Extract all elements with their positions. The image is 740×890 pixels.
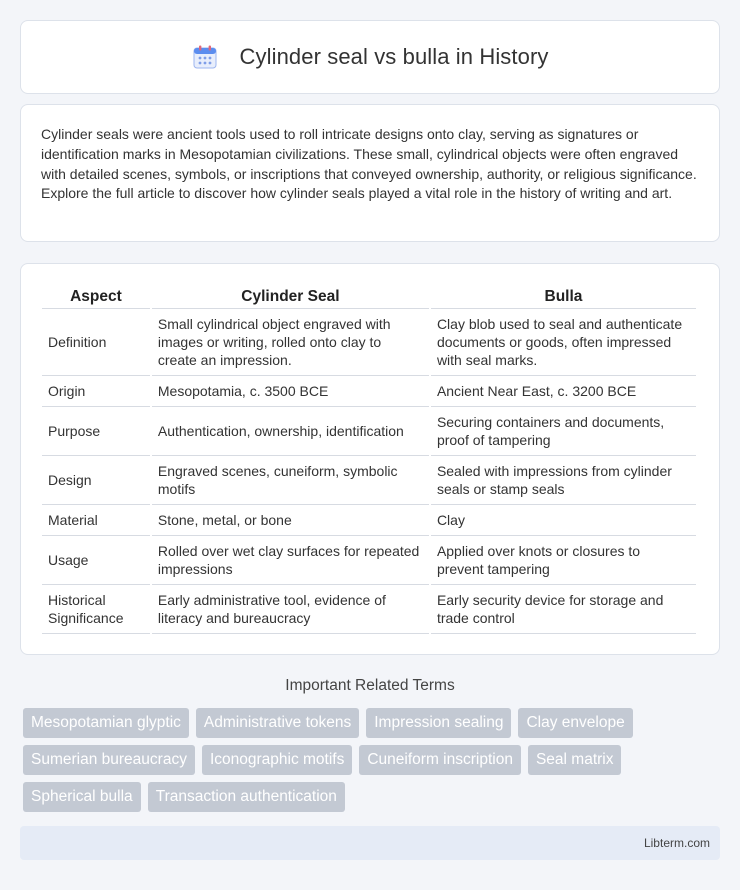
cell-aspect: Purpose bbox=[42, 407, 150, 456]
footer bbox=[20, 826, 720, 860]
related-terms-title: Important Related Terms bbox=[285, 677, 455, 694]
cell-seal: Mesopotamia, c. 3500 BCE bbox=[152, 376, 429, 407]
header-cylinder-seal: Cylinder Seal bbox=[152, 284, 429, 309]
related-terms-list bbox=[23, 708, 723, 819]
table-header-row bbox=[42, 284, 696, 309]
cell-seal: Authentication, ownership, identification bbox=[152, 407, 429, 456]
table-row bbox=[42, 585, 696, 634]
cell-seal: Engraved scenes, cuneiform, symbolic motifs bbox=[152, 456, 429, 505]
term-tag[interactable]: Spherical bulla bbox=[23, 782, 141, 812]
cell-aspect: Definition bbox=[42, 309, 150, 376]
title-card bbox=[20, 20, 720, 94]
intro-card bbox=[20, 104, 720, 242]
calendar-icon bbox=[192, 44, 218, 70]
term-tag[interactable]: Transaction authentication bbox=[148, 782, 345, 812]
header-aspect: Aspect bbox=[42, 284, 150, 309]
term-tag[interactable]: Iconographic motifs bbox=[202, 745, 352, 775]
term-tag[interactable]: Mesopotamian glyptic bbox=[23, 708, 189, 738]
cell-aspect: Origin bbox=[42, 376, 150, 407]
comparison-table bbox=[40, 284, 698, 634]
term-tag[interactable]: Cuneiform inscription bbox=[359, 745, 521, 775]
cell-aspect: Historical Significance bbox=[42, 585, 150, 634]
table-row bbox=[42, 456, 696, 505]
term-tag[interactable]: Clay envelope bbox=[518, 708, 632, 738]
cell-aspect: Material bbox=[42, 505, 150, 536]
page-title: Cylinder seal vs bulla in History bbox=[239, 44, 549, 69]
comparison-card bbox=[20, 263, 720, 655]
cell-aspect: Usage bbox=[42, 536, 150, 585]
table-row bbox=[42, 309, 696, 376]
header-bulla: Bulla bbox=[431, 284, 696, 309]
term-tag[interactable]: Seal matrix bbox=[528, 745, 622, 775]
cell-aspect: Design bbox=[42, 456, 150, 505]
cell-seal: Rolled over wet clay surfaces for repeated impressions bbox=[152, 536, 429, 585]
table-row bbox=[42, 407, 696, 456]
cell-seal: Small cylindrical object engraved with images or writing, rolled onto clay to create an impression. bbox=[152, 309, 429, 376]
cell-bulla: Clay blob used to seal and authenticate documents or goods, often impressed with seal marks. bbox=[431, 309, 696, 376]
intro-text: Cylinder seals were ancient tools used to roll intricate designs onto clay, serving as signatures or identification marks in Mesopotamian civilizations. These small, cylindrical objects were often engraved with detailed scenes, symbols, or inscriptions that conveyed ownership, authority, or religious significance. Explore the full article to discover how cylinder seals played a vital role in the history of writing and art. bbox=[41, 126, 697, 202]
cell-seal: Early administrative tool, evidence of literacy and bureaucracy bbox=[152, 585, 429, 634]
table-row bbox=[42, 536, 696, 585]
term-tag[interactable]: Sumerian bureaucracy bbox=[23, 745, 195, 775]
cell-bulla: Early security device for storage and trade control bbox=[431, 585, 696, 634]
cell-bulla: Clay bbox=[431, 505, 696, 536]
cell-seal: Stone, metal, or bone bbox=[152, 505, 429, 536]
footer-site-link[interactable]: Libterm.com bbox=[643, 836, 710, 850]
table-row bbox=[42, 505, 696, 536]
cell-bulla: Ancient Near East, c. 3200 BCE bbox=[431, 376, 696, 407]
cell-bulla: Applied over knots or closures to prevent tampering bbox=[431, 536, 696, 585]
term-tag[interactable]: Impression sealing bbox=[366, 708, 511, 738]
term-tag[interactable]: Administrative tokens bbox=[196, 708, 359, 738]
cell-bulla: Securing containers and documents, proof of tampering bbox=[431, 407, 696, 456]
table-row bbox=[42, 376, 696, 407]
cell-bulla: Sealed with impressions from cylinder seals or stamp seals bbox=[431, 456, 696, 505]
